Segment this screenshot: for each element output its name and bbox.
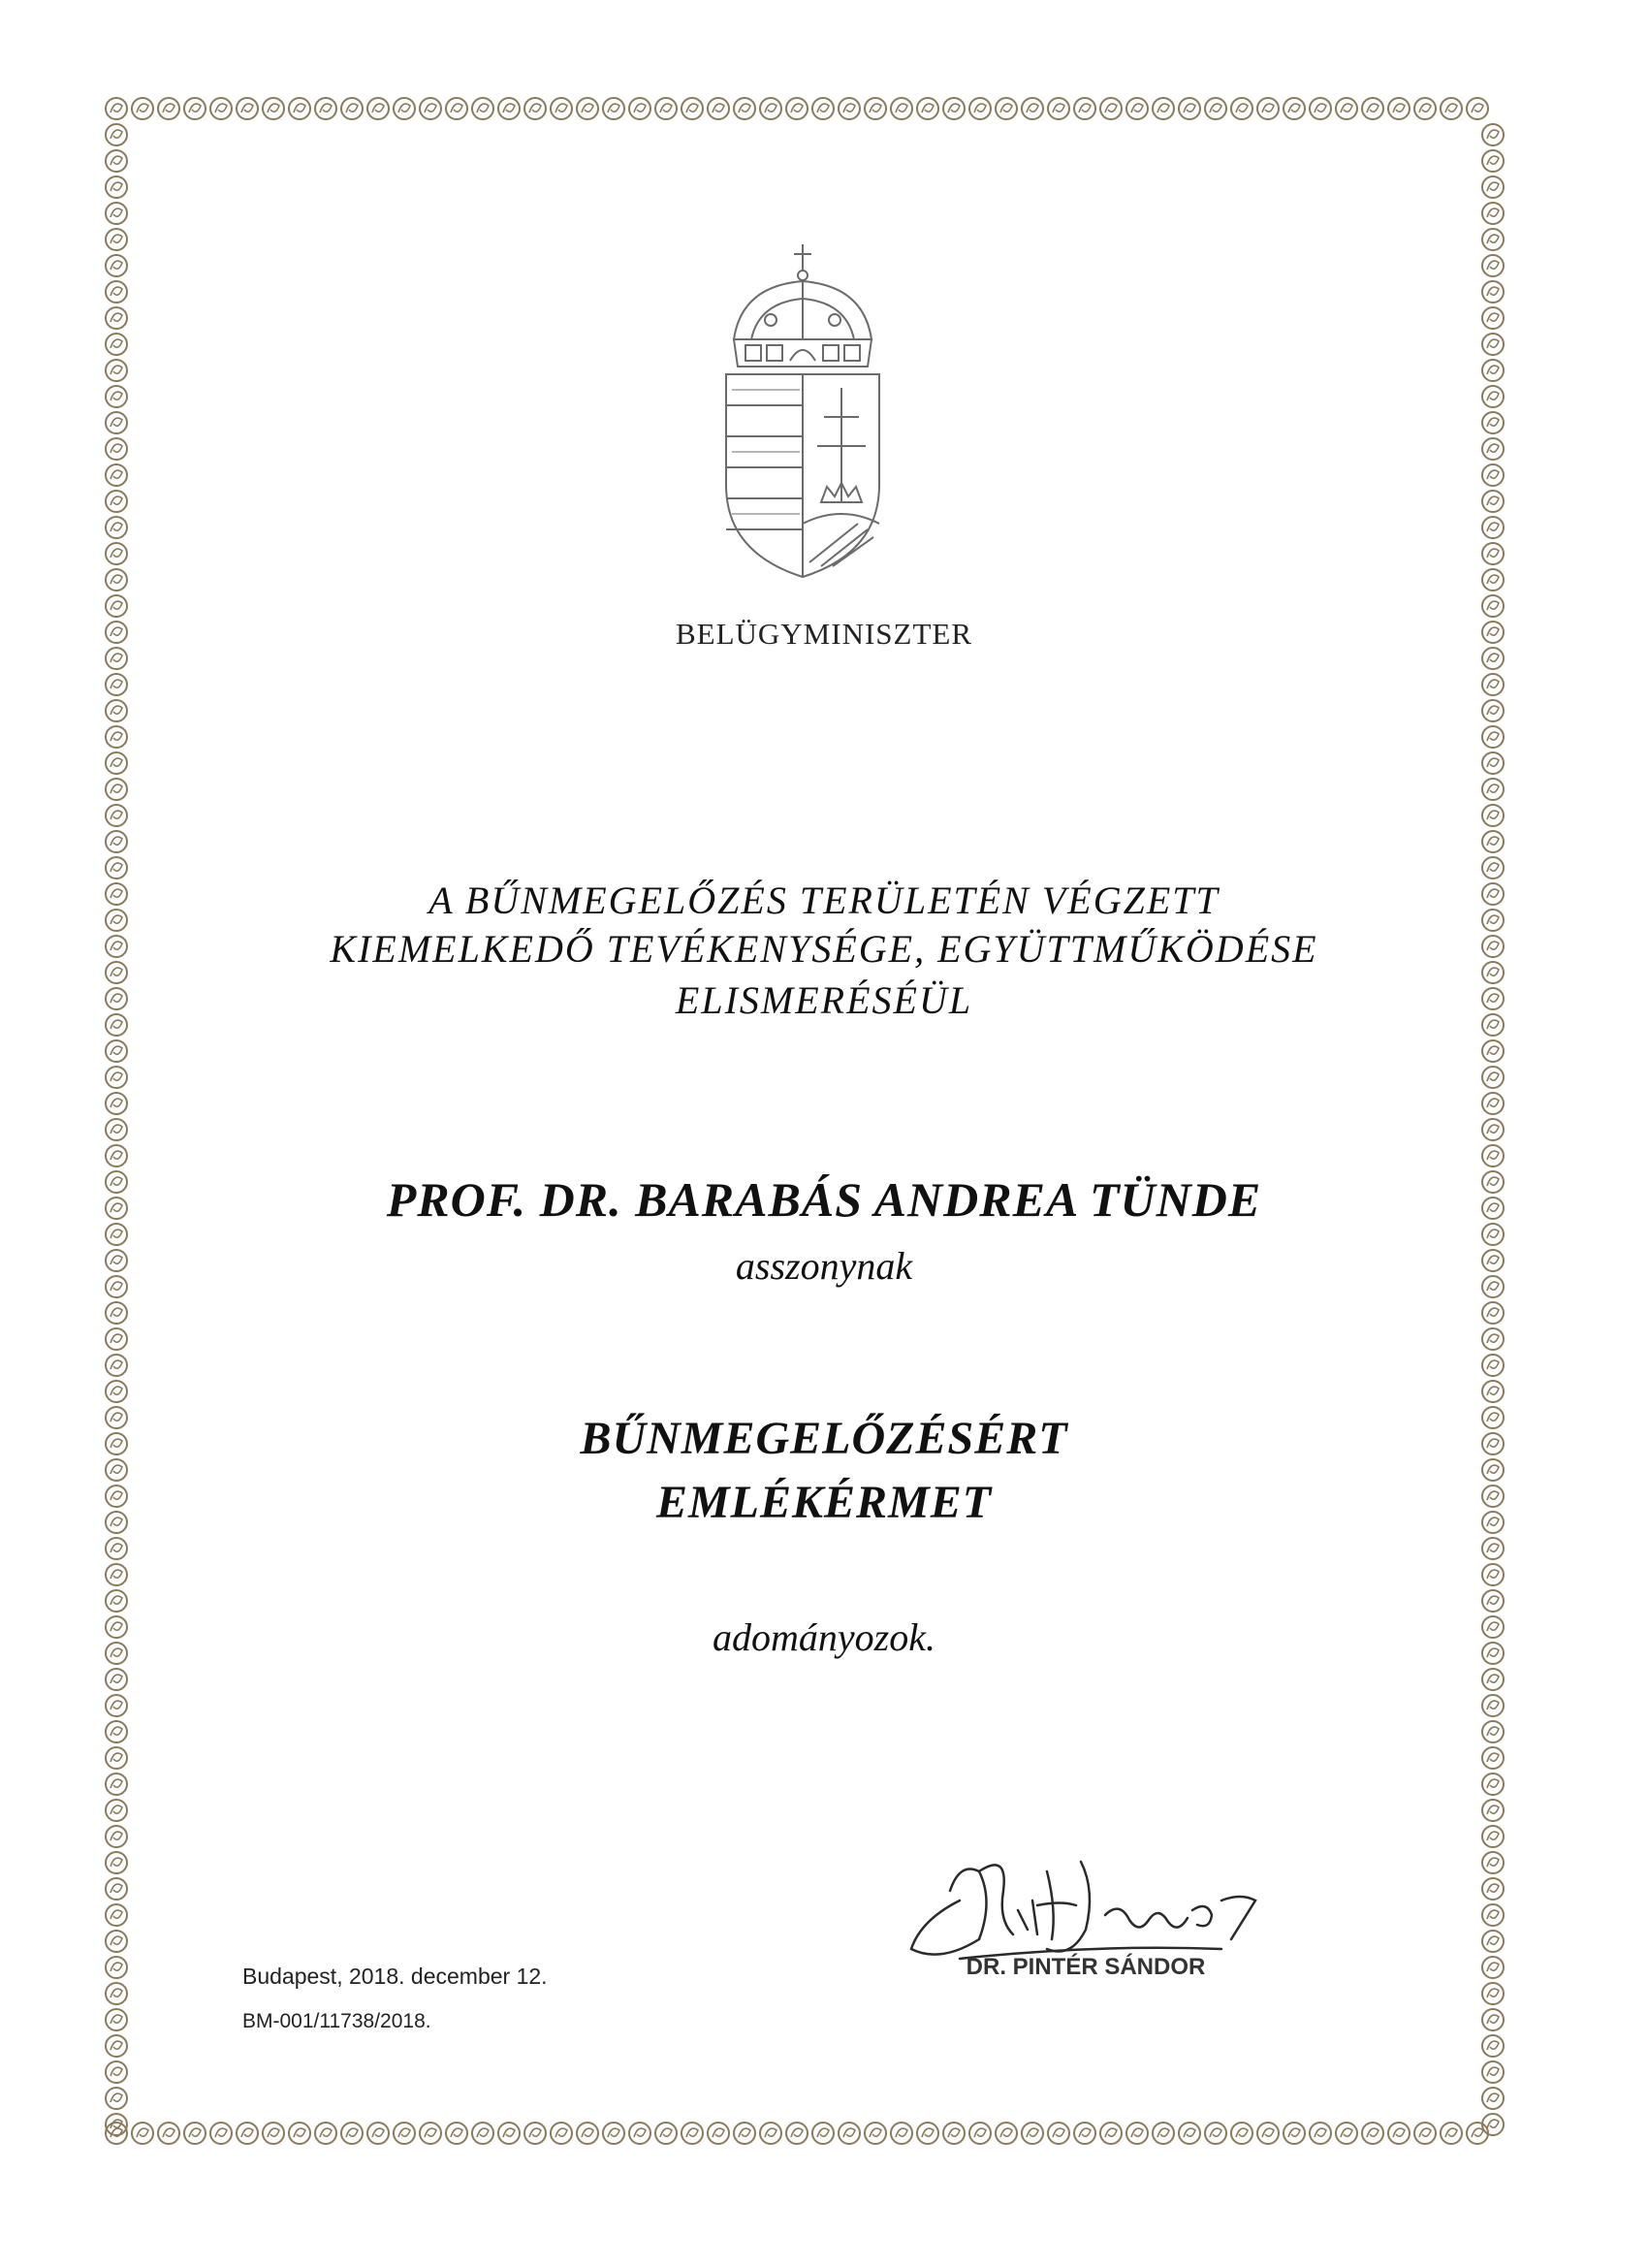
border-motif <box>1482 1564 1504 1585</box>
border-motif <box>1482 1800 1504 1821</box>
border-motif <box>106 1669 127 1690</box>
border-motif <box>106 1957 127 1978</box>
border-motif <box>786 2123 808 2144</box>
border-motif <box>106 2088 127 2109</box>
border-motif <box>1482 674 1504 695</box>
border-motif <box>1336 98 1357 119</box>
border-motif <box>106 1590 127 1612</box>
border-motif <box>1153 98 1174 119</box>
border-motif <box>472 2123 493 2144</box>
border-motif <box>708 2123 729 2144</box>
border-motif <box>1482 857 1504 878</box>
border-motif <box>1482 1040 1504 1062</box>
border-motif <box>1482 1669 1504 1690</box>
border-motif <box>655 2123 677 2144</box>
border-motif <box>394 98 415 119</box>
border-motif <box>1482 543 1504 564</box>
border-motif <box>1482 334 1504 355</box>
border-motif <box>1482 1878 1504 1900</box>
border-motif <box>106 595 127 617</box>
border-motif <box>341 2123 363 2144</box>
border-motif <box>498 98 520 119</box>
signature-icon <box>902 1833 1318 1968</box>
border-motif <box>106 491 127 512</box>
border-motif <box>106 569 127 591</box>
border-motif <box>734 98 755 119</box>
border-motif <box>106 150 127 172</box>
border-motif <box>839 98 860 119</box>
border-motif <box>1482 1931 1504 1952</box>
border-motif <box>1482 1773 1504 1795</box>
border-motif <box>1482 2088 1504 2109</box>
border-motif <box>1482 203 1504 224</box>
border-motif <box>1441 2123 1462 2144</box>
border-motif <box>1482 726 1504 748</box>
border-motif <box>1482 176 1504 198</box>
border-motif <box>786 98 808 119</box>
border-motif <box>734 2123 755 2144</box>
border-motif <box>420 98 441 119</box>
border-motif <box>106 98 127 119</box>
border-motif <box>237 2123 258 2144</box>
border-motif <box>1126 2123 1148 2144</box>
border-motif <box>106 752 127 774</box>
border-motif <box>106 1904 127 1926</box>
border-motif <box>106 1145 127 1166</box>
border-motif <box>1482 124 1504 145</box>
border-motif <box>551 2123 572 2144</box>
border-motif <box>158 98 179 119</box>
border-motif <box>865 2123 886 2144</box>
border-motif <box>1205 2123 1226 2144</box>
border-motif <box>106 1826 127 1847</box>
border-motif <box>1482 2009 1504 2030</box>
border-motif <box>1336 2123 1357 2144</box>
border-motif <box>106 1773 127 1795</box>
border-motif <box>1482 569 1504 591</box>
border-motif <box>1482 1093 1504 1114</box>
border-motif <box>1482 805 1504 826</box>
border-motif <box>1179 98 1200 119</box>
border-motif <box>132 2123 153 2144</box>
border-motif <box>106 1119 127 1140</box>
border-motif <box>106 1381 127 1402</box>
border-motif <box>106 176 127 198</box>
border-motif <box>106 1564 127 1585</box>
border-motif <box>655 98 677 119</box>
border-motif <box>106 1983 127 2004</box>
border-motif <box>1179 2123 1200 2144</box>
border-motif <box>237 98 258 119</box>
award-title-line-2: EMLÉKÉRMET <box>655 1477 993 1528</box>
border-motif <box>1231 98 1252 119</box>
border-motif <box>943 98 965 119</box>
border-motif <box>315 98 336 119</box>
border-motif <box>106 2009 127 2030</box>
border-motif <box>629 98 650 119</box>
border-motif <box>1153 2123 1174 2144</box>
border-motif <box>1482 438 1504 460</box>
border-motif <box>1205 98 1226 119</box>
border-motif <box>1482 1538 1504 1559</box>
border-motif <box>106 1695 127 1716</box>
border-motif <box>106 1538 127 1559</box>
border-motif <box>1482 281 1504 303</box>
border-motif <box>603 98 624 119</box>
border-motif <box>106 334 127 355</box>
border-motif <box>106 412 127 433</box>
border-motif <box>681 98 703 119</box>
border-motif <box>1482 2114 1504 2135</box>
border-motif <box>760 2123 781 2144</box>
border-motif <box>1231 2123 1252 2144</box>
border-motif <box>158 2123 179 2144</box>
border-motif <box>367 2123 389 2144</box>
recipient-suffix: asszonynak <box>735 1244 913 1288</box>
border-motif <box>1467 98 1488 119</box>
border-motif <box>263 2123 284 2144</box>
border-motif <box>1482 386 1504 407</box>
border-motif <box>106 1721 127 1742</box>
reference-number: BM-001/11738/2018. <box>242 2010 431 2032</box>
border-motif <box>1482 1721 1504 1742</box>
border-motif <box>1074 2123 1095 2144</box>
border-motif <box>996 98 1017 119</box>
border-motif <box>1482 595 1504 617</box>
border-motif <box>969 98 991 119</box>
border-motif <box>1048 98 1069 119</box>
border-motif <box>106 124 127 145</box>
border-motif <box>1482 150 1504 172</box>
border-motif <box>106 464 127 486</box>
border-motif <box>996 2123 1017 2144</box>
border-motif <box>341 98 363 119</box>
border-motif <box>210 98 232 119</box>
border-motif <box>106 805 127 826</box>
border-motif <box>1362 98 1383 119</box>
border-motif <box>106 543 127 564</box>
border-motif <box>106 281 127 303</box>
border-motif <box>1482 464 1504 486</box>
border-motif <box>1482 2035 1504 2057</box>
border-motif <box>1048 2123 1069 2144</box>
border-motif <box>524 2123 546 2144</box>
border-motif <box>472 98 493 119</box>
border-motif <box>1482 1067 1504 1088</box>
border-motif <box>106 255 127 276</box>
border-motif <box>106 1067 127 1088</box>
border-motif <box>106 1328 127 1350</box>
border-motif <box>1482 779 1504 800</box>
border-motif <box>1482 1904 1504 1926</box>
border-motif <box>106 857 127 878</box>
border-motif <box>1100 2123 1122 2144</box>
border-motif <box>1310 98 1331 119</box>
border-motif <box>106 1800 127 1821</box>
border-motif <box>577 98 598 119</box>
border-motif <box>106 203 127 224</box>
border-motif <box>106 1747 127 1769</box>
border-motif <box>1482 412 1504 433</box>
border-motif <box>106 1878 127 1900</box>
issuer-title: BELÜGYMINISZTER <box>675 617 973 651</box>
border-motif <box>839 2123 860 2144</box>
border-motif <box>106 831 127 852</box>
border-motif <box>106 386 127 407</box>
border-motif <box>1482 2061 1504 2083</box>
border-motif <box>1388 2123 1410 2144</box>
border-motif <box>106 229 127 250</box>
border-motif <box>812 2123 834 2144</box>
award-verb: adományozok. <box>713 1615 935 1659</box>
border-motif <box>1467 2123 1488 2144</box>
border-motif <box>1441 98 1462 119</box>
border-motif <box>1482 1826 1504 1847</box>
border-motif <box>551 98 572 119</box>
recipient-name: PROF. DR. BARABÁS ANDREA TÜNDE <box>386 1172 1262 1227</box>
border-motif <box>1074 98 1095 119</box>
border-motif <box>184 98 206 119</box>
border-motif <box>420 2123 441 2144</box>
border-motif <box>106 726 127 748</box>
border-motif <box>1482 1145 1504 1166</box>
border-motif <box>1257 98 1279 119</box>
border-motif <box>1482 307 1504 329</box>
border-motif <box>1100 98 1122 119</box>
border-motif <box>917 2123 938 2144</box>
border-motif <box>577 2123 598 2144</box>
border-motif <box>1022 98 1043 119</box>
border-motif <box>1482 1983 1504 2004</box>
border-motif <box>1482 1747 1504 1769</box>
border-motif <box>1310 2123 1331 2144</box>
border-motif <box>315 2123 336 2144</box>
border-motif <box>106 1931 127 1952</box>
border-motif <box>106 438 127 460</box>
border-motif <box>1482 1852 1504 1873</box>
border-motif <box>106 674 127 695</box>
border-motif <box>524 98 546 119</box>
citation-line-1: A BŰNMEGELŐZÉS TERÜLETÉN VÉGZETT <box>428 878 1220 922</box>
border-motif <box>446 98 467 119</box>
citation-line-3: ELISMERÉSÉÜL <box>675 978 973 1022</box>
border-motif <box>1482 1119 1504 1140</box>
border-motif <box>1482 360 1504 381</box>
border-motif <box>1482 1957 1504 1978</box>
border-motif <box>812 98 834 119</box>
border-motif <box>106 517 127 538</box>
border-motif <box>943 2123 965 2144</box>
border-motif <box>1482 1695 1504 1716</box>
border-motif <box>1482 752 1504 774</box>
border-motif <box>132 98 153 119</box>
border-motif <box>1126 98 1148 119</box>
border-motif <box>1388 98 1410 119</box>
border-motif <box>106 360 127 381</box>
border-motif <box>106 779 127 800</box>
coat-of-arms-icon <box>713 242 893 582</box>
border-motif <box>106 307 127 329</box>
border-motif <box>708 98 729 119</box>
border-motif <box>289 98 310 119</box>
border-motif <box>289 2123 310 2144</box>
border-motif <box>394 2123 415 2144</box>
border-motif <box>1482 831 1504 852</box>
border-motif <box>1482 491 1504 512</box>
border-motif <box>106 1852 127 1873</box>
border-motif <box>760 98 781 119</box>
border-motif <box>917 98 938 119</box>
border-motif <box>106 1302 127 1324</box>
border-motif <box>106 2035 127 2057</box>
border-motif <box>1284 98 1305 119</box>
border-motif <box>210 2123 232 2144</box>
border-motif <box>106 700 127 721</box>
border-motif <box>263 98 284 119</box>
border-motif <box>1022 2123 1043 2144</box>
border-motif <box>184 2123 206 2144</box>
border-motif <box>865 98 886 119</box>
border-motif <box>1482 1381 1504 1402</box>
border-motif <box>1257 2123 1279 2144</box>
border-motif <box>603 2123 624 2144</box>
signatory-name: DR. PINTÉR SÁNDOR <box>966 1954 1206 1980</box>
border-motif <box>1414 2123 1436 2144</box>
place-and-date: Budapest, 2018. december 12. <box>242 1964 548 1989</box>
border-motif <box>498 2123 520 2144</box>
border-motif <box>1414 98 1436 119</box>
border-motif <box>629 2123 650 2144</box>
border-motif <box>367 98 389 119</box>
border-motif <box>891 2123 912 2144</box>
award-title-line-1: BŰNMEGELŐZÉSÉRT <box>580 1413 1068 1464</box>
border-motif <box>1362 2123 1383 2144</box>
border-motif <box>1482 1355 1504 1376</box>
border-motif <box>1482 1302 1504 1324</box>
border-motif <box>1284 2123 1305 2144</box>
border-motif <box>106 2061 127 2083</box>
border-motif <box>1482 700 1504 721</box>
border-motif <box>1482 1328 1504 1350</box>
border-motif <box>1482 517 1504 538</box>
border-motif <box>106 1355 127 1376</box>
border-motif <box>681 2123 703 2144</box>
border-motif <box>1482 1590 1504 1612</box>
border-motif <box>1482 255 1504 276</box>
border-motif <box>106 1040 127 1062</box>
border-motif <box>891 98 912 119</box>
border-motif <box>446 2123 467 2144</box>
border-motif <box>1482 229 1504 250</box>
border-motif <box>969 2123 991 2144</box>
border-motif <box>106 1093 127 1114</box>
citation-line-2: KIEMELKEDŐ TEVÉKENYSÉGE, EGYÜTTMŰKÖDÉSE <box>330 927 1318 971</box>
